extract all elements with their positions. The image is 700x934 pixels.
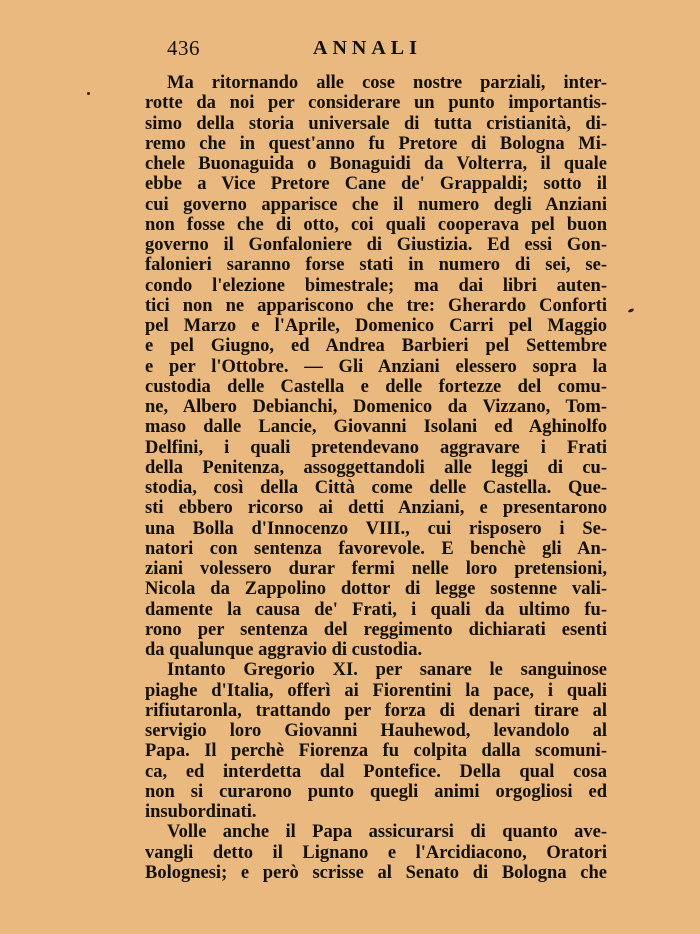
text-line: falonieri saranno forse stati in numero di sei, se-: [145, 255, 607, 276]
page-header: [145, 36, 607, 66]
text-line: condo l'elezione bimestrale; ma dai libri auten-: [145, 275, 607, 296]
text-line: Nicola da Zappolino dottor di legge sostenne vali-: [145, 579, 607, 600]
text-line: non fosse che di otto, coi quali cooperava pel buon: [145, 214, 607, 235]
margin-speck: [628, 308, 635, 313]
text-line: pel Marzo e l'Aprile, Domenico Carri pel Maggio: [145, 316, 607, 336]
text-line: da qualunque aggravio di custodia.: [145, 640, 423, 660]
text-line: e per l'Ottobre. — Gli Anziani elessero sopra la: [145, 356, 607, 377]
body-text: [145, 73, 607, 883]
text-line: insubordinati.: [145, 802, 257, 822]
text-line: custodia delle Castella e delle fortezze del comu-: [145, 376, 607, 397]
text-line: rifiutaronla, trattando per forza di denari tirare al: [145, 700, 607, 721]
text-line: ca, ed interdetta dal Pontefice. Della qual cosa: [145, 761, 607, 782]
text-line: della Penitenza, assoggettandoli alle leggi di cu-: [145, 457, 607, 478]
text-line: remo che in quest'anno fu Pretore di Bologna Mi-: [145, 133, 607, 154]
text-line: Ma ritornando alle cose nostre parziali, inter-: [167, 73, 607, 93]
text-line: damente la causa de' Frati, i quali da ultimo fu-: [145, 599, 607, 620]
text-line: rono per sentenza del reggimento dichiarati esenti: [145, 619, 607, 640]
page-number: 436: [167, 36, 200, 60]
text-line: e pel Giugno, ed Andrea Barbieri pel Settembre: [145, 336, 607, 357]
text-line: Delfini, i quali pretendevano aggravare i Frati: [145, 437, 607, 458]
text-line: ne, Albero Debianchi, Domenico da Vizzano, Tom-: [145, 397, 607, 417]
text-line: non si curarono punto quegli animi orgogliosi ed: [145, 781, 607, 802]
text-line: natori con sentenza favorevole. E benchè gli An-: [145, 538, 607, 559]
text-line: stodia, così della Città come delle Castella. Que-: [145, 478, 607, 498]
running-head: ANNALI: [313, 37, 422, 59]
text-line: simo della storia universale di tutta cristianità, di-: [145, 113, 607, 134]
text-line: rotte da noi per considerare un punto importantis-: [145, 93, 607, 114]
text-line: Bolognesi; e però scrisse al Senato di Bologna che: [145, 862, 607, 883]
text-line: sti ebbero ricorso ai detti Anziani, e presentarono: [145, 498, 607, 519]
text-line: vangli detto il Lignano e l'Arcidiacono, Oratori: [145, 842, 607, 863]
text-line: cui governo apparisce che il numero degli Anziani: [145, 194, 607, 215]
text-line: tici non ne appariscono che tre: Gherardo Conforti: [145, 295, 607, 316]
text-line: piaghe d'Italia, offerì ai Fiorentini la pace, i quali: [145, 680, 607, 701]
text-line: Papa. Il perchè Fiorenza fu colpita dalla scomuni-: [145, 741, 607, 762]
text-line: ebbe a Vice Pretore Cane de' Grappaldi; sotto il: [145, 174, 607, 195]
text-line: Intanto Gregorio XI. per sanare le sanguinose: [167, 660, 607, 681]
text-line: servigio loro Giovanni Hauhewod, levandolo al: [145, 721, 607, 741]
text-line: governo il Gonfaloniere di Giustizia. Ed essi Gon-: [145, 235, 607, 255]
text-line: maso dalle Lancie, Giovanni Isolani ed Aghinolfo: [145, 417, 607, 438]
text-line: una Bolla d'Innocenzo VIII., cui risposero i Se-: [145, 518, 607, 539]
text-line: Volle anche il Papa assicurarsi di quanto ave-: [167, 822, 607, 843]
text-line: ziani volessero durar fermi nelle loro pretensioni,: [145, 559, 607, 579]
margin-speck: [87, 92, 90, 95]
text-line: chele Buonaguida o Bonaguidi da Volterra, il quale: [145, 154, 607, 174]
